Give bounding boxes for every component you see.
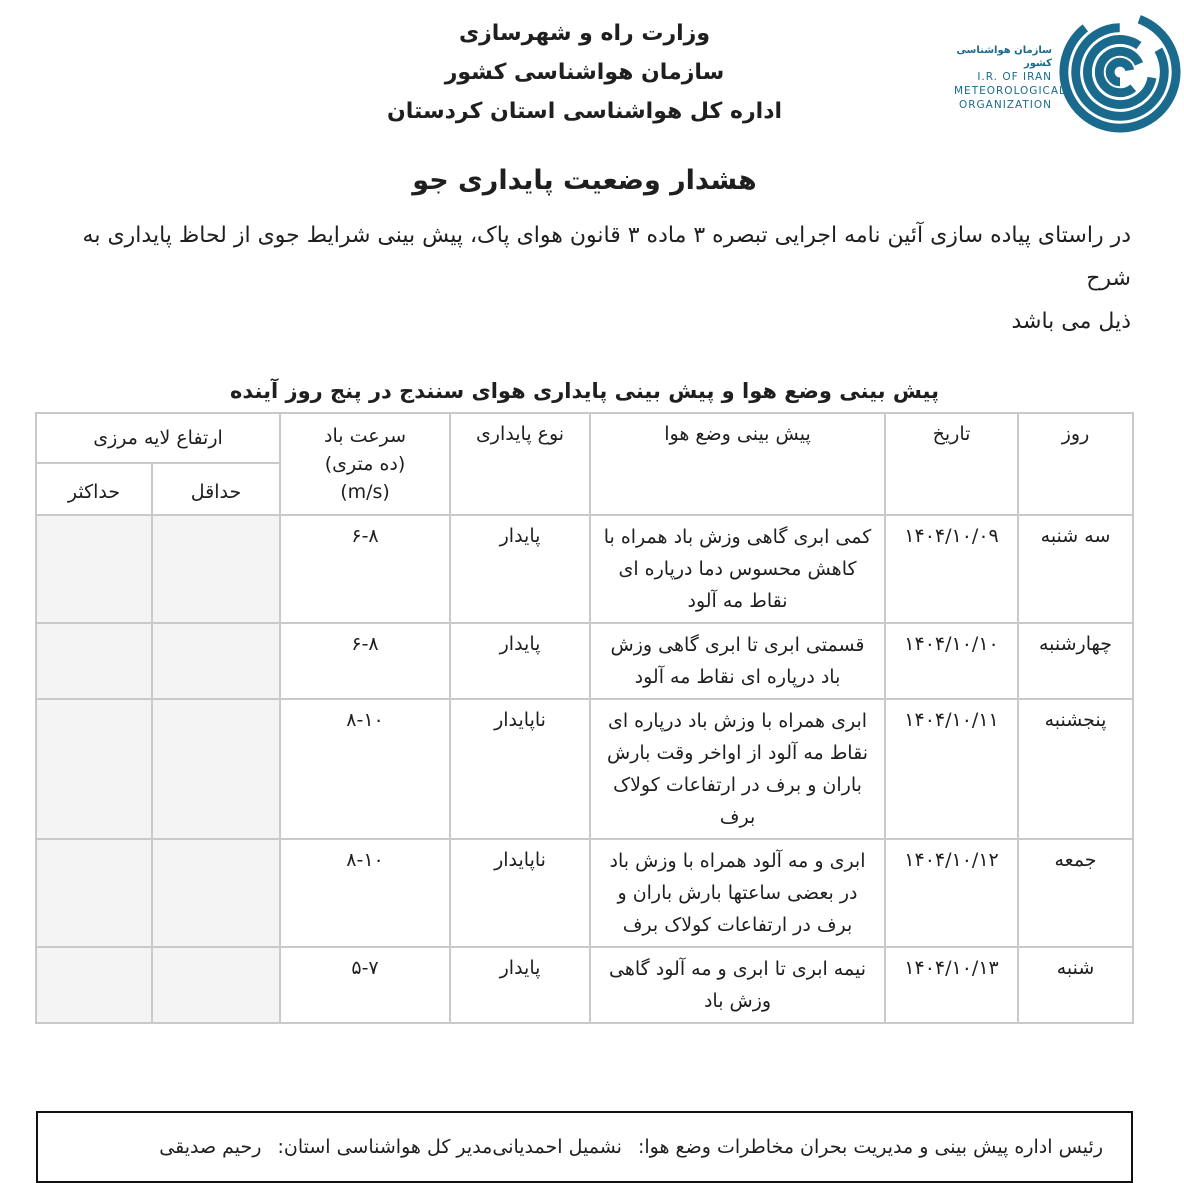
logo-text-fa: سازمان هواشناسی کشور	[956, 45, 1052, 69]
min-cell	[152, 515, 280, 623]
date-cell: ۱۴۰۴/۱۰/۱۱	[885, 699, 1018, 839]
wind-header-line-1: سرعت باد	[324, 425, 406, 447]
col-header-wind	[280, 413, 450, 515]
wind-cell: ۸-۱۰	[280, 699, 450, 839]
forecast-cell: ابری و مه آلود همراه با وزش باد در بعضی ساعتها بارش باران و برف در ارتفاعات کولاک برف	[590, 839, 885, 947]
wind-cell: ۵-۷	[280, 947, 450, 1023]
letterhead-line-1: وزارت راه و شهرسازی	[458, 21, 711, 46]
forecast-cell: نیمه ابری تا ابری و مه آلود گاهی وزش باد	[590, 947, 885, 1023]
max-cell	[36, 699, 152, 839]
director-signature	[159, 1136, 492, 1158]
director-name: رحیم صدیقی	[159, 1136, 262, 1158]
day-cell: چهارشنبه	[1018, 623, 1133, 699]
day-cell: پنجشنبه	[1018, 699, 1133, 839]
col-header-stability: نوع پایداری	[450, 413, 590, 515]
col-header-date: تاریخ	[885, 413, 1018, 515]
logo-text-en-3: ORGANIZATION	[958, 99, 1052, 111]
intro-line-2: ذیل می باشد	[1011, 309, 1131, 334]
header-row-top	[36, 413, 1133, 463]
forecast-table	[35, 412, 1134, 1024]
min-cell	[152, 623, 280, 699]
wind-cell: ۶-۸	[280, 623, 450, 699]
date-cell: ۱۴۰۴/۱۰/۰۹	[885, 515, 1018, 623]
intro-line-1: در راستای پیاده سازی آئین نامه اجرایی تبصره ۳ ماده ۳ قانون هوای پاک، پیش بینی شرایط جوی از لحاظ پایداری به شرح	[82, 223, 1131, 291]
forecast-cell: ابری همراه با وزش باد درپاره ای نقاط مه آلود از اواخر وقت بارش باران و برف در ارتفاعات کولاک برف	[590, 699, 885, 839]
intro-paragraph	[0, 214, 1169, 343]
chief-label: رئیس اداره پیش بینی و مدیریت بحران مخاطرات وضع هوا:	[637, 1136, 1103, 1158]
day-cell: شنبه	[1018, 947, 1133, 1023]
chief-name: نشمیل احمدیانی	[492, 1136, 622, 1158]
stability-cell: پایدار	[450, 623, 590, 699]
logo-text	[954, 8, 1066, 112]
table-title: پیش بینی وضع هوا و پیش بینی پایداری هوای سنندج در پنج روز آینده	[230, 379, 939, 403]
wind-header-line-3: (m/s)	[340, 481, 390, 503]
date-cell: ۱۴۰۴/۱۰/۱۲	[885, 839, 1018, 947]
page-title: هشدار وضعیت پایداری جو	[412, 165, 757, 196]
col-header-max: حداکثر	[36, 463, 152, 515]
date-cell: ۱۴۰۴/۱۰/۱۳	[885, 947, 1018, 1023]
col-header-min: حداقل	[152, 463, 280, 515]
table-row	[36, 515, 1133, 623]
forecast-cell: کمی ابری گاهی وزش باد همراه با کاهش محسوس دما درپاره ای نقاط مه آلود	[590, 515, 885, 623]
day-cell: جمعه	[1018, 839, 1133, 947]
wind-cell: ۶-۸	[280, 515, 450, 623]
max-cell	[36, 947, 152, 1023]
irimo-logo	[954, 8, 1159, 136]
col-header-day: روز	[1018, 413, 1133, 515]
stability-cell: ناپایدار	[450, 839, 590, 947]
max-cell	[36, 515, 152, 623]
chief-signature	[492, 1136, 1103, 1158]
table-row	[36, 947, 1133, 1023]
stability-cell: ناپایدار	[450, 699, 590, 839]
min-cell	[152, 947, 280, 1023]
max-cell	[36, 839, 152, 947]
min-cell	[152, 699, 280, 839]
min-cell	[152, 839, 280, 947]
letterhead-line-3: اداره کل هواشناسی استان کردستان	[386, 99, 783, 124]
signature-footer	[36, 1111, 1133, 1183]
max-cell	[36, 623, 152, 699]
date-cell: ۱۴۰۴/۱۰/۱۰	[885, 623, 1018, 699]
table-row	[36, 699, 1133, 839]
table-row	[36, 839, 1133, 947]
wind-header-line-2: (ده متری)	[324, 453, 406, 475]
cyclone-spiral-icon	[1056, 8, 1184, 136]
director-label: مدیر کل هواشناسی استان:	[277, 1136, 493, 1158]
table-row	[36, 623, 1133, 699]
logo-text-en-1: I.R. OF IRAN	[977, 71, 1052, 83]
stability-cell: پایدار	[450, 947, 590, 1023]
letterhead-line-2: سازمان هواشناسی کشور	[444, 60, 725, 85]
logo-text-en-2: METEOROLOGICAL	[954, 85, 1066, 97]
col-header-boundary-layer: ارتفاع لایه مرزی	[36, 413, 280, 463]
stability-cell: پایدار	[450, 515, 590, 623]
forecast-cell: قسمتی ابری تا ابری گاهی وزش باد درپاره ای نقاط مه آلود	[590, 623, 885, 699]
day-cell: سه شنبه	[1018, 515, 1133, 623]
wind-cell: ۸-۱۰	[280, 839, 450, 947]
col-header-forecast: پیش بینی وضع هوا	[590, 413, 885, 515]
